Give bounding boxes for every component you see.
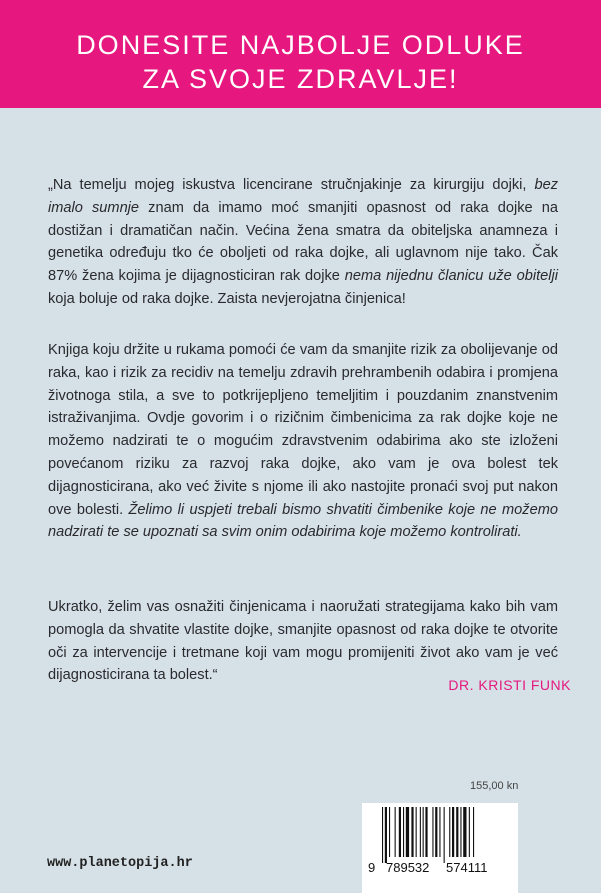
barcode-digits-right: 574111 [446,860,488,875]
quote-paragraph-1 [48,174,558,311]
barcode-bar [473,807,474,857]
barcode-bar [460,807,461,857]
quote-paragraph-3: Ukratko, želim vas osnažiti činjenicama i naoružati strategijama kako bih vam pomogla da shvatite vlastite dojke, smanjite opasnost od raka dojke te otvorite oči za intervencije i tretmane koji vam mogu promijeniti život ako vam je već dijagnosticirana ta bolest.“ [48,599,558,684]
barcode-bar [449,807,450,857]
barcode-bar [399,807,401,857]
italic-text: Želimo li uspjeti trebali bismo shvatiti čimbenike koje ne možemo nadzirati te se upoznati sa svim onim odabirima koje možemo kontrolirati. [48,501,558,541]
barcode-bar [435,807,437,857]
barcode-bar [411,807,413,857]
barcode-bar [456,807,458,857]
barcode-digit-prefix: 9 [368,860,376,875]
barcode-bar [469,807,470,857]
italic-text: bez imalo sumnje [48,177,558,216]
barcode-bar [403,807,404,857]
barcode-bar [416,807,417,857]
quote-paragraph-2 [48,339,558,544]
author-name: DR. KRISTI FUNK [448,677,571,693]
barcode-bar [382,807,383,863]
barcode-bar [395,807,396,857]
headline-line-1: DONESITE NAJBOLJE ODLUKE [76,30,525,60]
text: Knjiga koju držite u rukama pomoći će vam da smanjite rizik za obolijevanje od raka, kao i rizik za recidiv na temelju zdravih prehrambenih odabira i promjena životnoga stila, a sve to potkrijepljeno temeljitim i pouzdanim znanstvenim istraživanjima. Ovdje govorim i o rizičnim čimbenicima za rak dojke koje ne možemo nadzirati te o mogućim zdravstvenim odabirima ako ste izloženi povećanom riziku za razvoj raka dojke, ako vam je ova bolest tek dijagnosticirana, ako već živite s njome ili ako nastojite pronaći svoj put nakon ove bolesti. [48,342,558,518]
headline-line-2: ZA SVOJE ZDRAVLJE! [142,64,459,94]
barcode-bar [444,807,445,863]
barcode-bar [439,807,440,857]
publisher-website: www.planetopija.hr [47,856,193,871]
isbn-barcode [362,803,518,893]
text: koja boluje od raka dojke. Zaista nevjerojatna činjenica! [48,290,406,307]
barcode-bar [423,807,424,857]
barcode-bar [463,807,466,857]
barcode-bar [452,807,454,857]
barcode-digits-left: 789532 [386,860,430,875]
text: „Na temelju mojeg iskustva licencirane stručnjakinje za kirurgiju dojki, [48,177,535,193]
text: znam da imamo moć smanjiti opasnost od raka dojke na dostižan i dramatičan način. Većina žena smatra da obiteljska anamneza i genetika određuju tko će oboljeti od raka dojke, ali uglavnom nije tako. Čak 87% žena kojima je dijagnosticiran rak dojke [48,199,558,285]
headline-banner [0,0,601,108]
italic-text: nema nijednu članicu uže obitelji [344,268,558,285]
barcode-bar [432,807,433,857]
price-label: 155,00 kn [470,780,519,792]
barcode-bar [389,807,390,857]
barcode-bar [385,807,387,863]
barcode-bar [406,807,409,857]
barcode-bar [425,807,427,857]
barcode-bar [420,807,421,857]
barcode-bars [382,807,506,863]
